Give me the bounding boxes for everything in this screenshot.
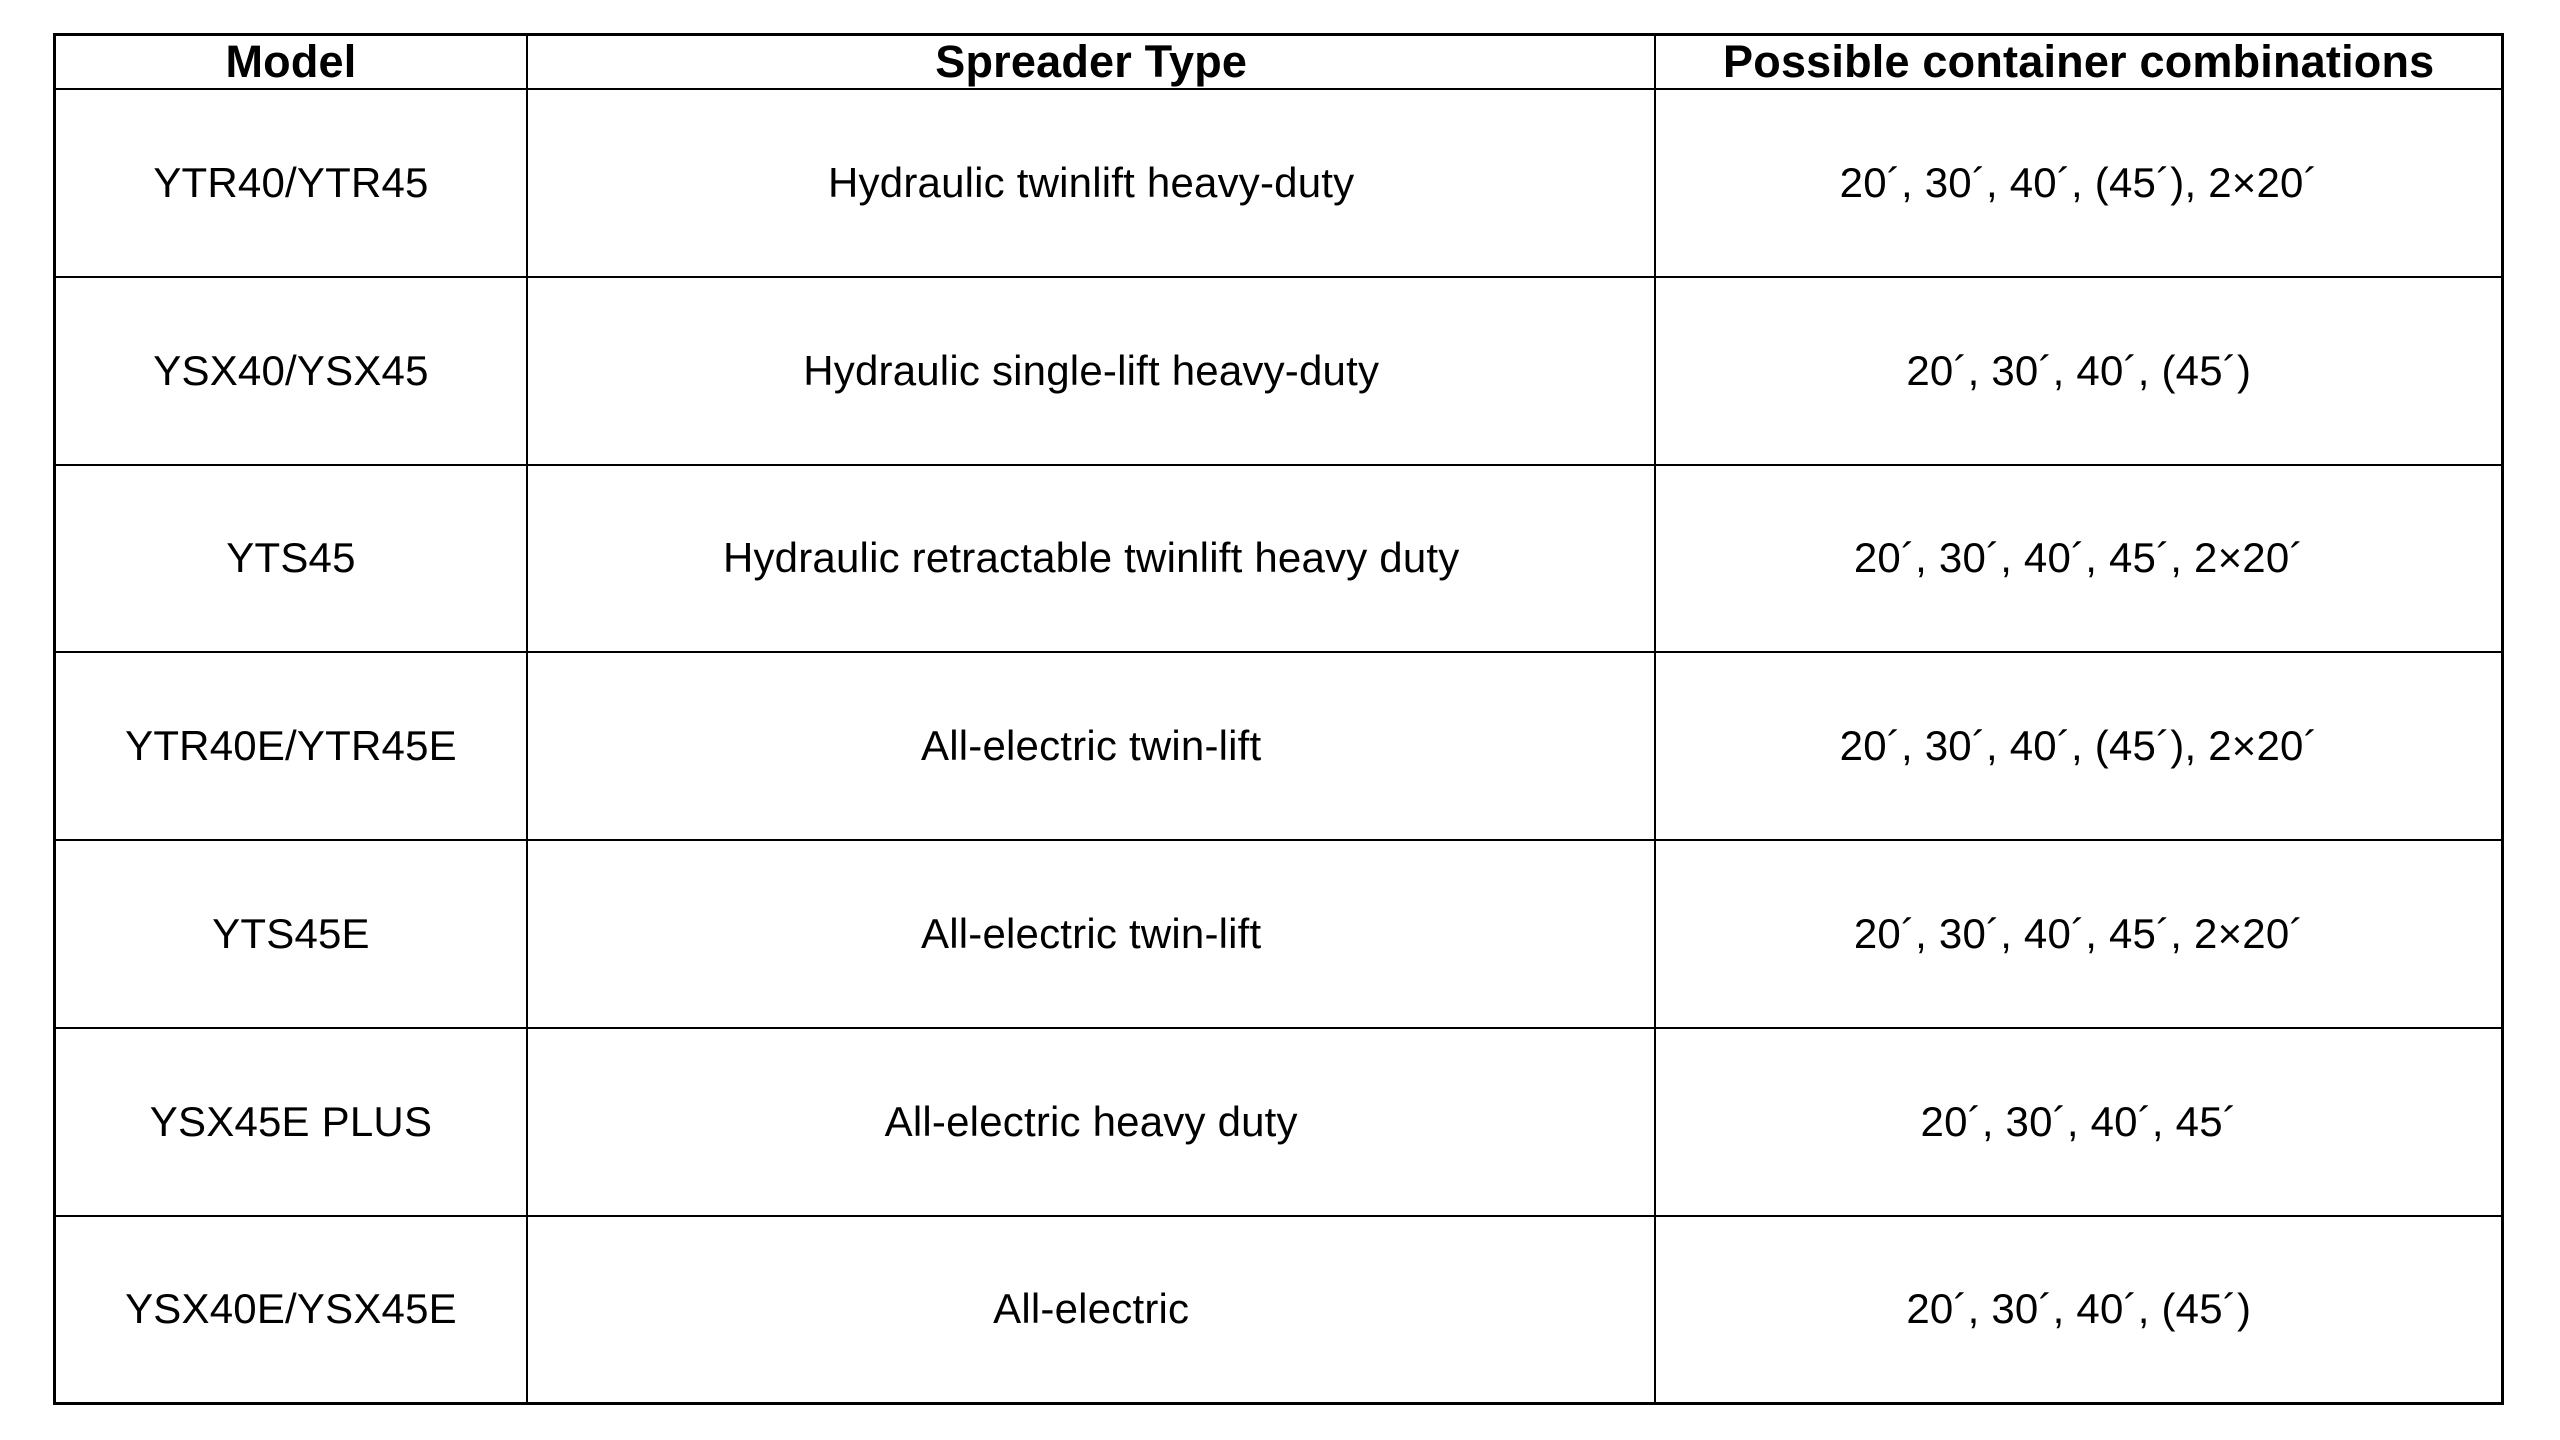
table-row	[55, 1028, 2503, 1216]
table-row	[55, 840, 2503, 1028]
spreader-spec-table	[53, 33, 2504, 1405]
column-header-spreader-type: Spreader Type	[527, 35, 1656, 90]
cell-spreader-type: All-electric twin-lift	[527, 840, 1656, 1028]
table-row	[55, 652, 2503, 840]
cell-combinations: 20´, 30´, 40´, (45´)	[1655, 277, 2502, 465]
cell-combinations: 20´, 30´, 40´, (45´)	[1655, 1216, 2502, 1404]
cell-model: YSX40E/YSX45E	[55, 1216, 527, 1404]
table-row	[55, 89, 2503, 277]
cell-combinations: 20´, 30´, 40´, 45´	[1655, 1028, 2502, 1216]
table-row	[55, 277, 2503, 465]
cell-spreader-type: Hydraulic retractable twinlift heavy duty	[527, 465, 1656, 653]
cell-combinations: 20´, 30´, 40´, 45´, 2×20´	[1655, 465, 2502, 653]
cell-model: YSX40/YSX45	[55, 277, 527, 465]
cell-model: YTR40/YTR45	[55, 89, 527, 277]
cell-model: YTS45E	[55, 840, 527, 1028]
cell-model: YTR40E/YTR45E	[55, 652, 527, 840]
header-row	[55, 35, 2503, 90]
cell-spreader-type: Hydraulic twinlift heavy-duty	[527, 89, 1656, 277]
cell-spreader-type: Hydraulic single-lift heavy-duty	[527, 277, 1656, 465]
table-row	[55, 465, 2503, 653]
cell-combinations: 20´, 30´, 40´, (45´), 2×20´	[1655, 89, 2502, 277]
table-row	[55, 1216, 2503, 1404]
cell-spreader-type: All-electric heavy duty	[527, 1028, 1656, 1216]
cell-combinations: 20´, 30´, 40´, 45´, 2×20´	[1655, 840, 2502, 1028]
cell-spreader-type: All-electric twin-lift	[527, 652, 1656, 840]
column-header-combinations: Possible container combinations	[1655, 35, 2502, 90]
cell-model: YSX45E PLUS	[55, 1028, 527, 1216]
column-header-model: Model	[55, 35, 527, 90]
cell-spreader-type: All-electric	[527, 1216, 1656, 1404]
cell-combinations: 20´, 30´, 40´, (45´), 2×20´	[1655, 652, 2502, 840]
cell-model: YTS45	[55, 465, 527, 653]
